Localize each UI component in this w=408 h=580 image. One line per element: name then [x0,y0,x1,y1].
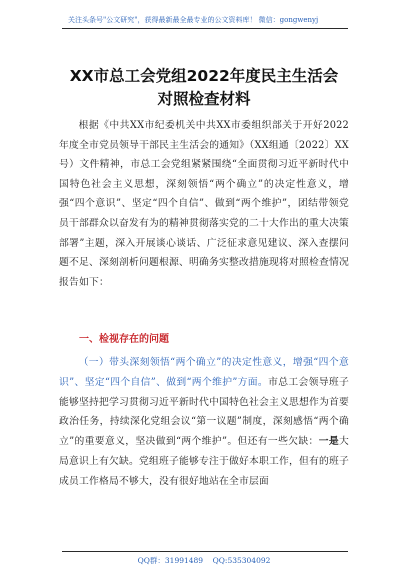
header-divider [62,28,348,29]
subsection-paragraph [59,353,349,492]
section-heading: 一、检视存在的问题 [79,334,169,345]
subsection-enumerator: 一是 [318,436,339,448]
subsection-heading: （一）带头深刻领悟“两个确立”的决定性意义，增强“四个意识”、坚定“四个自信”、做到“两个维护”方面。 [59,357,349,388]
subsection-text-b: 大局意识上有欠缺。党组班子能够专注于做好本职工作，但有的班子成员工作格局不够大，没有很好地站在全市层面 [59,436,349,487]
document-title-line1: XX市总工会党组2022年度民主生活会 [69,67,339,85]
footer-contact: QQ群：31991489 QQ:535304092 [137,556,271,565]
header-banner: 关注头条号"公文研究"，获得最新最全最专业的公文资料库！ 微信：gongwenyj [68,16,319,24]
intro-paragraph: 根据《中共XX市纪委机关中共XX市委组织部关于开好2022年度全市党员领导干部民主生活会的通知》（XX组通〔2022〕XX号）文件精神，市总工会党组紧紧围绕“全面贯彻习近平新时代中国特色社会主义思想，深刻领悟“两个确立”的决定性意义，增强“四个意识”、坚定“四个自信”、做到“两个维护”，团结带领党员干部群众以奋发有为的精神贯彻落实党的二十大作出的重大决策部署”主题，深入开展谈心谈话、广泛征求意见建议、深入查摆问题不足、深刻剖析问题根源、明确务实整改措施现将对照检查情况报告如下： [59,120,349,288]
footer-divider [62,551,348,552]
document-title-line2: 对照检查材料 [157,90,251,108]
subsection-block [59,353,349,492]
subsection-text-a: 市总工会领导班子能够坚持把学习贯彻习近平新时代中国特色社会主义思想作为首要政治任务，持续深化党组会议“第一议题”制度，深刻感悟“两个确立”的重要意义，坚决做到“两个维护”。但还有一些欠缺： [59,376,349,448]
document-intro [59,116,349,292]
